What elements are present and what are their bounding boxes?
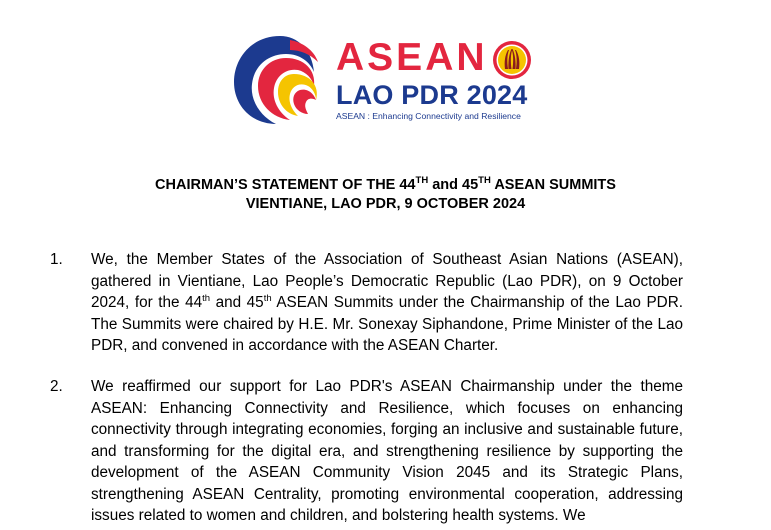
paragraph-text-segment: and 45 [210,294,264,311]
asean-seal-icon [492,40,532,80]
paragraph-number: 2. [50,378,63,395]
title-text: ASEAN SUMMITS [490,177,616,193]
title-superscript: TH [415,175,429,187]
title-text: and 45 [428,177,479,193]
statement-title-line-1 [0,176,771,194]
statement-title-line-2: VIENTIANE, LAO PDR, 9 OCTOBER 2024 [245,196,526,212]
logo-subtitle: LAO PDR 2024 [336,80,528,110]
paragraph-text-segment: ASEAN Summits under the Chairmanship of the Lao PDR. The Summits were chaired by H.E. Mr. Sonexay Siphandone, Prime Minister of the Lao PDR, and convened in accordance with the ASEAN Charter. [91,294,683,354]
paragraph-text: We reaffirmed our support for Lao PDR's ASEAN Chairmanship under the theme ASEAN: Enhancing Connectivity and Resilience, which focuses on enhancing connectivity through integrating economies, forging an inclusive and sustainable future, and transforming for the digital era, and strengthening resilience by supporting the development of the ASEAN Community Vision 2045 and its Strategic Plans, strengthening ASEAN Centrality, promoting environmental cooperation, addressing issues related to women and children, and bolstering health systems. We [91,378,683,524]
paragraph-superscript: th [202,292,211,304]
paragraph-number: 1. [50,251,63,268]
logo-tagline: ASEAN : Enhancing Connectivity and Resilience [336,111,521,121]
paragraph-superscript: th [263,292,272,304]
paragraph-text-segment: We, the Member States of the Association of Southeast Asian Nations (ASEAN), gathered in Vientiane, Lao People’s Democratic Republic (Lao PDR), on 9 October 2024, for the 44 [91,251,683,311]
title-text: CHAIRMAN’S STATEMENT OF THE 44 [155,177,416,193]
paragraph-text [91,249,683,357]
title-superscript: TH [478,175,491,187]
asean-lao-pdr-2024-logo [230,32,540,132]
asean-emblem-icon [230,32,330,128]
logo-wordmark: ASEAN [336,36,488,79]
